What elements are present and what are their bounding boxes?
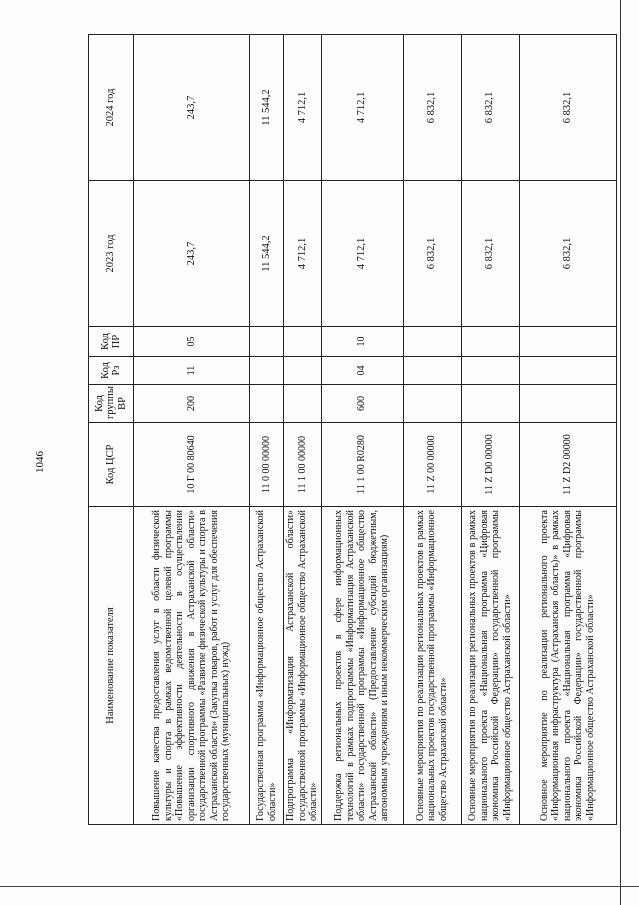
header-csr: Код ЦСР [89,423,134,507]
row-rz [284,357,322,385]
row-csr: 11 Z 00 00000 [403,423,461,507]
row-vr: 600 [321,385,403,423]
header-row [89,35,134,825]
row-2023: 6 832,1 [461,181,519,327]
row-vr [519,385,616,423]
page-number-text: 1046 [34,451,46,473]
row-csr: 11 1 00 00000 [284,423,322,507]
row-pr [250,327,284,357]
header-2024: 2024 год [89,35,134,181]
row-pr [284,327,322,357]
table-row [250,35,284,825]
row-name: Поддержка региональных проектов в сфере информационных технологий в рамках подпрограммы «Информатизация Астраханской области» государственной программы «Информационное общество Астраханской области» (Предоставление субсидий бюджетным, автономным учреждениям и иным некоммерческим организациям) [321,507,403,825]
rotated-table-container [88,35,612,825]
row-name: Основное мероприятие по реализации регионального проекта «Информационная инфраструктура (Астраханская область)» в рамках национального проекта «Национальная программа «Цифровая экономика Российской Федерации» государственной программы «Информационное общество Астраханской области» [519,507,616,825]
table-row [321,35,403,825]
row-2023: 6 832,1 [519,181,616,327]
row-rz: 04 [321,357,403,385]
row-2024: 4 712,1 [321,35,403,181]
row-2024: 11 544,2 [250,35,284,181]
row-2024: 6 832,1 [403,35,461,181]
table-row [403,35,461,825]
table-row [134,35,250,825]
row-pr [519,327,616,357]
row-rz [519,357,616,385]
budget-table [88,34,617,825]
row-2023: 6 832,1 [403,181,461,327]
header-name: Наименование показателя [89,507,134,825]
row-name: Подпрограмма «Информатизация Астраханской области» государственной программы «Информационное общество Астраханской области» [284,507,322,825]
row-2023: 4 712,1 [321,181,403,327]
row-2023: 11 544,2 [250,181,284,327]
table-row [284,35,322,825]
row-2024: 4 712,1 [284,35,322,181]
row-2024: 6 832,1 [519,35,616,181]
row-vr [461,385,519,423]
row-csr: 11 Z D2 00000 [519,423,616,507]
right-edge-line [620,0,621,905]
table-row [519,35,616,825]
row-rz: 11 [134,357,250,385]
row-rz [461,357,519,385]
row-2023: 4 712,1 [284,181,322,327]
page-number [33,442,47,482]
row-pr: 10 [321,327,403,357]
row-2024: 6 832,1 [461,35,519,181]
row-csr: 11 Z D0 00000 [461,423,519,507]
row-vr: 200 [134,385,250,423]
row-csr: 10 Г 00 80640 [134,423,250,507]
row-rz [250,357,284,385]
header-2023: 2023 год [89,181,134,327]
row-name: Государственная программа «Информационное общество Астраханской области» [250,507,284,825]
table-row [461,35,519,825]
row-vr [250,385,284,423]
row-csr: 11 1 00 R0280 [321,423,403,507]
row-rz [403,357,461,385]
row-2023: 243,7 [134,181,250,327]
row-2024: 243,7 [134,35,250,181]
row-name: Основные мероприятия по реализации региональных проектов в рамках национального проекта «Национальная программа «Цифровая экономика Российской Федерации» государственной программы «Информационное общество Астраханской области» [461,507,519,825]
header-rz: Код Рз [89,357,134,385]
row-pr: 05 [134,327,250,357]
bottom-edge-line [0,886,639,887]
row-vr [403,385,461,423]
header-pr: Код ПР [89,327,134,357]
row-pr [461,327,519,357]
row-pr [403,327,461,357]
row-vr [284,385,322,423]
row-name: Повышение качества предоставления услуг в области физической культуры и спорта в рамках ведомственной целевой программы «Повышение эффективности деятельности в осуществлении организации спортивного движения в Астраханской области» государственной программы «Развитие физической культуры и спорта в Астраханской области» (Закупка товаров, работ и услуг для обеспечения государственных (муниципальных) нужд) [134,507,250,825]
header-vr: Код группы ВР [89,385,134,423]
row-name: Основные мероприятия по реализации региональных проектов в рамках национальных проектов государственной программы «Информационное общество Астраханской области» [403,507,461,825]
row-csr: 11 0 00 00000 [250,423,284,507]
